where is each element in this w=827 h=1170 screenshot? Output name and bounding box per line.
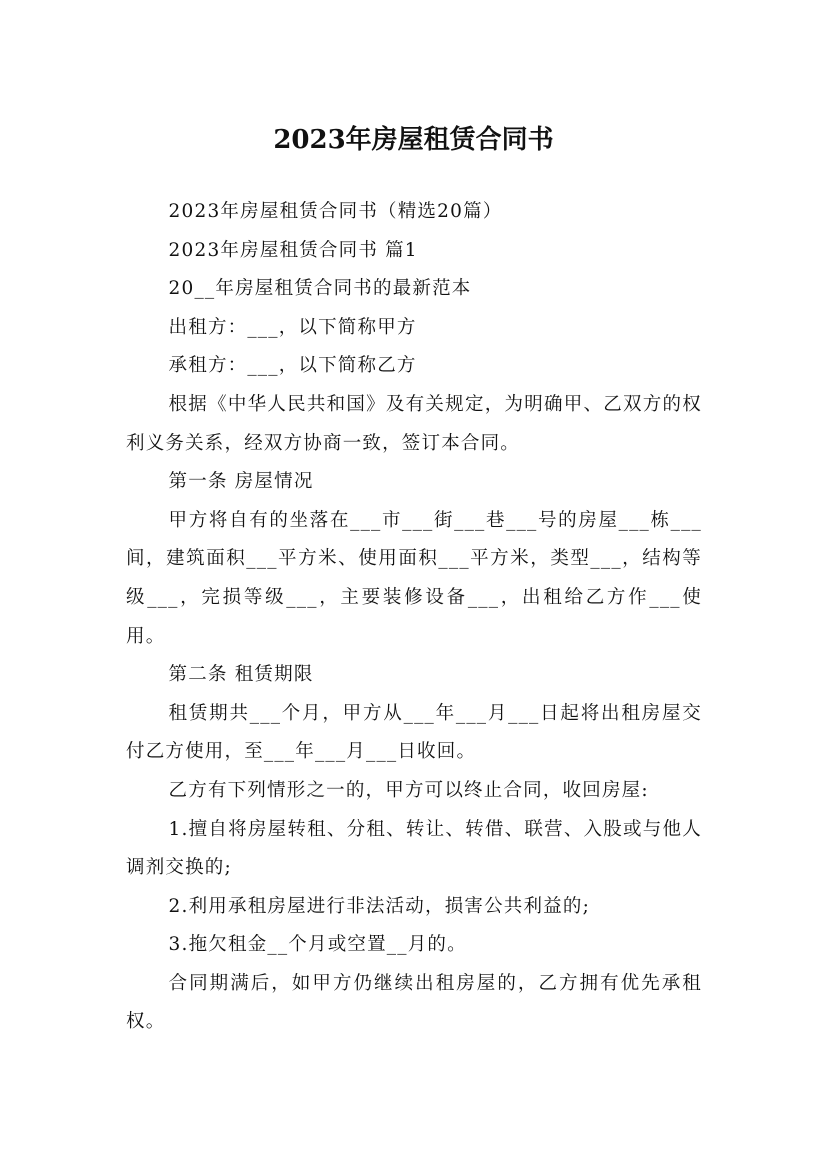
paragraph-condition-1: 1.擅自将房屋转租、分租、转让、转借、联营、入股或与他人调剂交换的;	[126, 818, 702, 879]
paragraph-article-1-heading: 第一条 房屋情况	[168, 471, 314, 493]
paragraph-article-2-term: 租赁期共___个月，甲方从___年___月___日起将出租房屋交付乙方使用，至___年___月___日收回。	[126, 702, 702, 763]
paragraph-termination-conditions: 乙方有下列情形之一的，甲方可以终止合同，收回房屋:	[168, 779, 649, 801]
paragraph-section-heading: 2023年房屋租赁合同书 篇1	[168, 239, 418, 261]
paragraph-template-title: 20__年房屋租赁合同书的最新范本	[168, 278, 472, 300]
paragraph-lessor: 出租方：___，以下简称甲方	[168, 316, 417, 338]
paragraph-subtitle: 2023年房屋租赁合同书（精选20篇）	[168, 201, 503, 222]
document-title: 2023年房屋租赁合同书	[273, 125, 554, 156]
paragraph-article-2-heading: 第二条 租赁期限	[168, 664, 314, 686]
document-body	[126, 193, 702, 1042]
paragraph-priority-right: 合同期满后，如甲方仍继续出租房屋的，乙方拥有优先承租权。	[126, 972, 702, 1033]
paragraph-condition-3: 3.拖欠租金__个月或空置__月的。	[168, 934, 467, 956]
paragraph-preamble: 根据《中华人民共和国》及有关规定，为明确甲、乙双方的权利义务关系，经双方协商一致，签订本合同。	[126, 393, 702, 454]
paragraph-article-1-body: 甲方将自有的坐落在___市___街___巷___号的房屋___栋___间，建筑面积___平方米、使用面积___平方米，类型___，结构等级___，完损等级___，主要装修设备___，出租给乙方作___使用。	[126, 509, 702, 647]
paragraph-lessee: 承租方：___，以下简称乙方	[168, 355, 417, 377]
paragraph-condition-2: 2.利用承租房屋进行非法活动，损害公共利益的;	[168, 895, 591, 917]
